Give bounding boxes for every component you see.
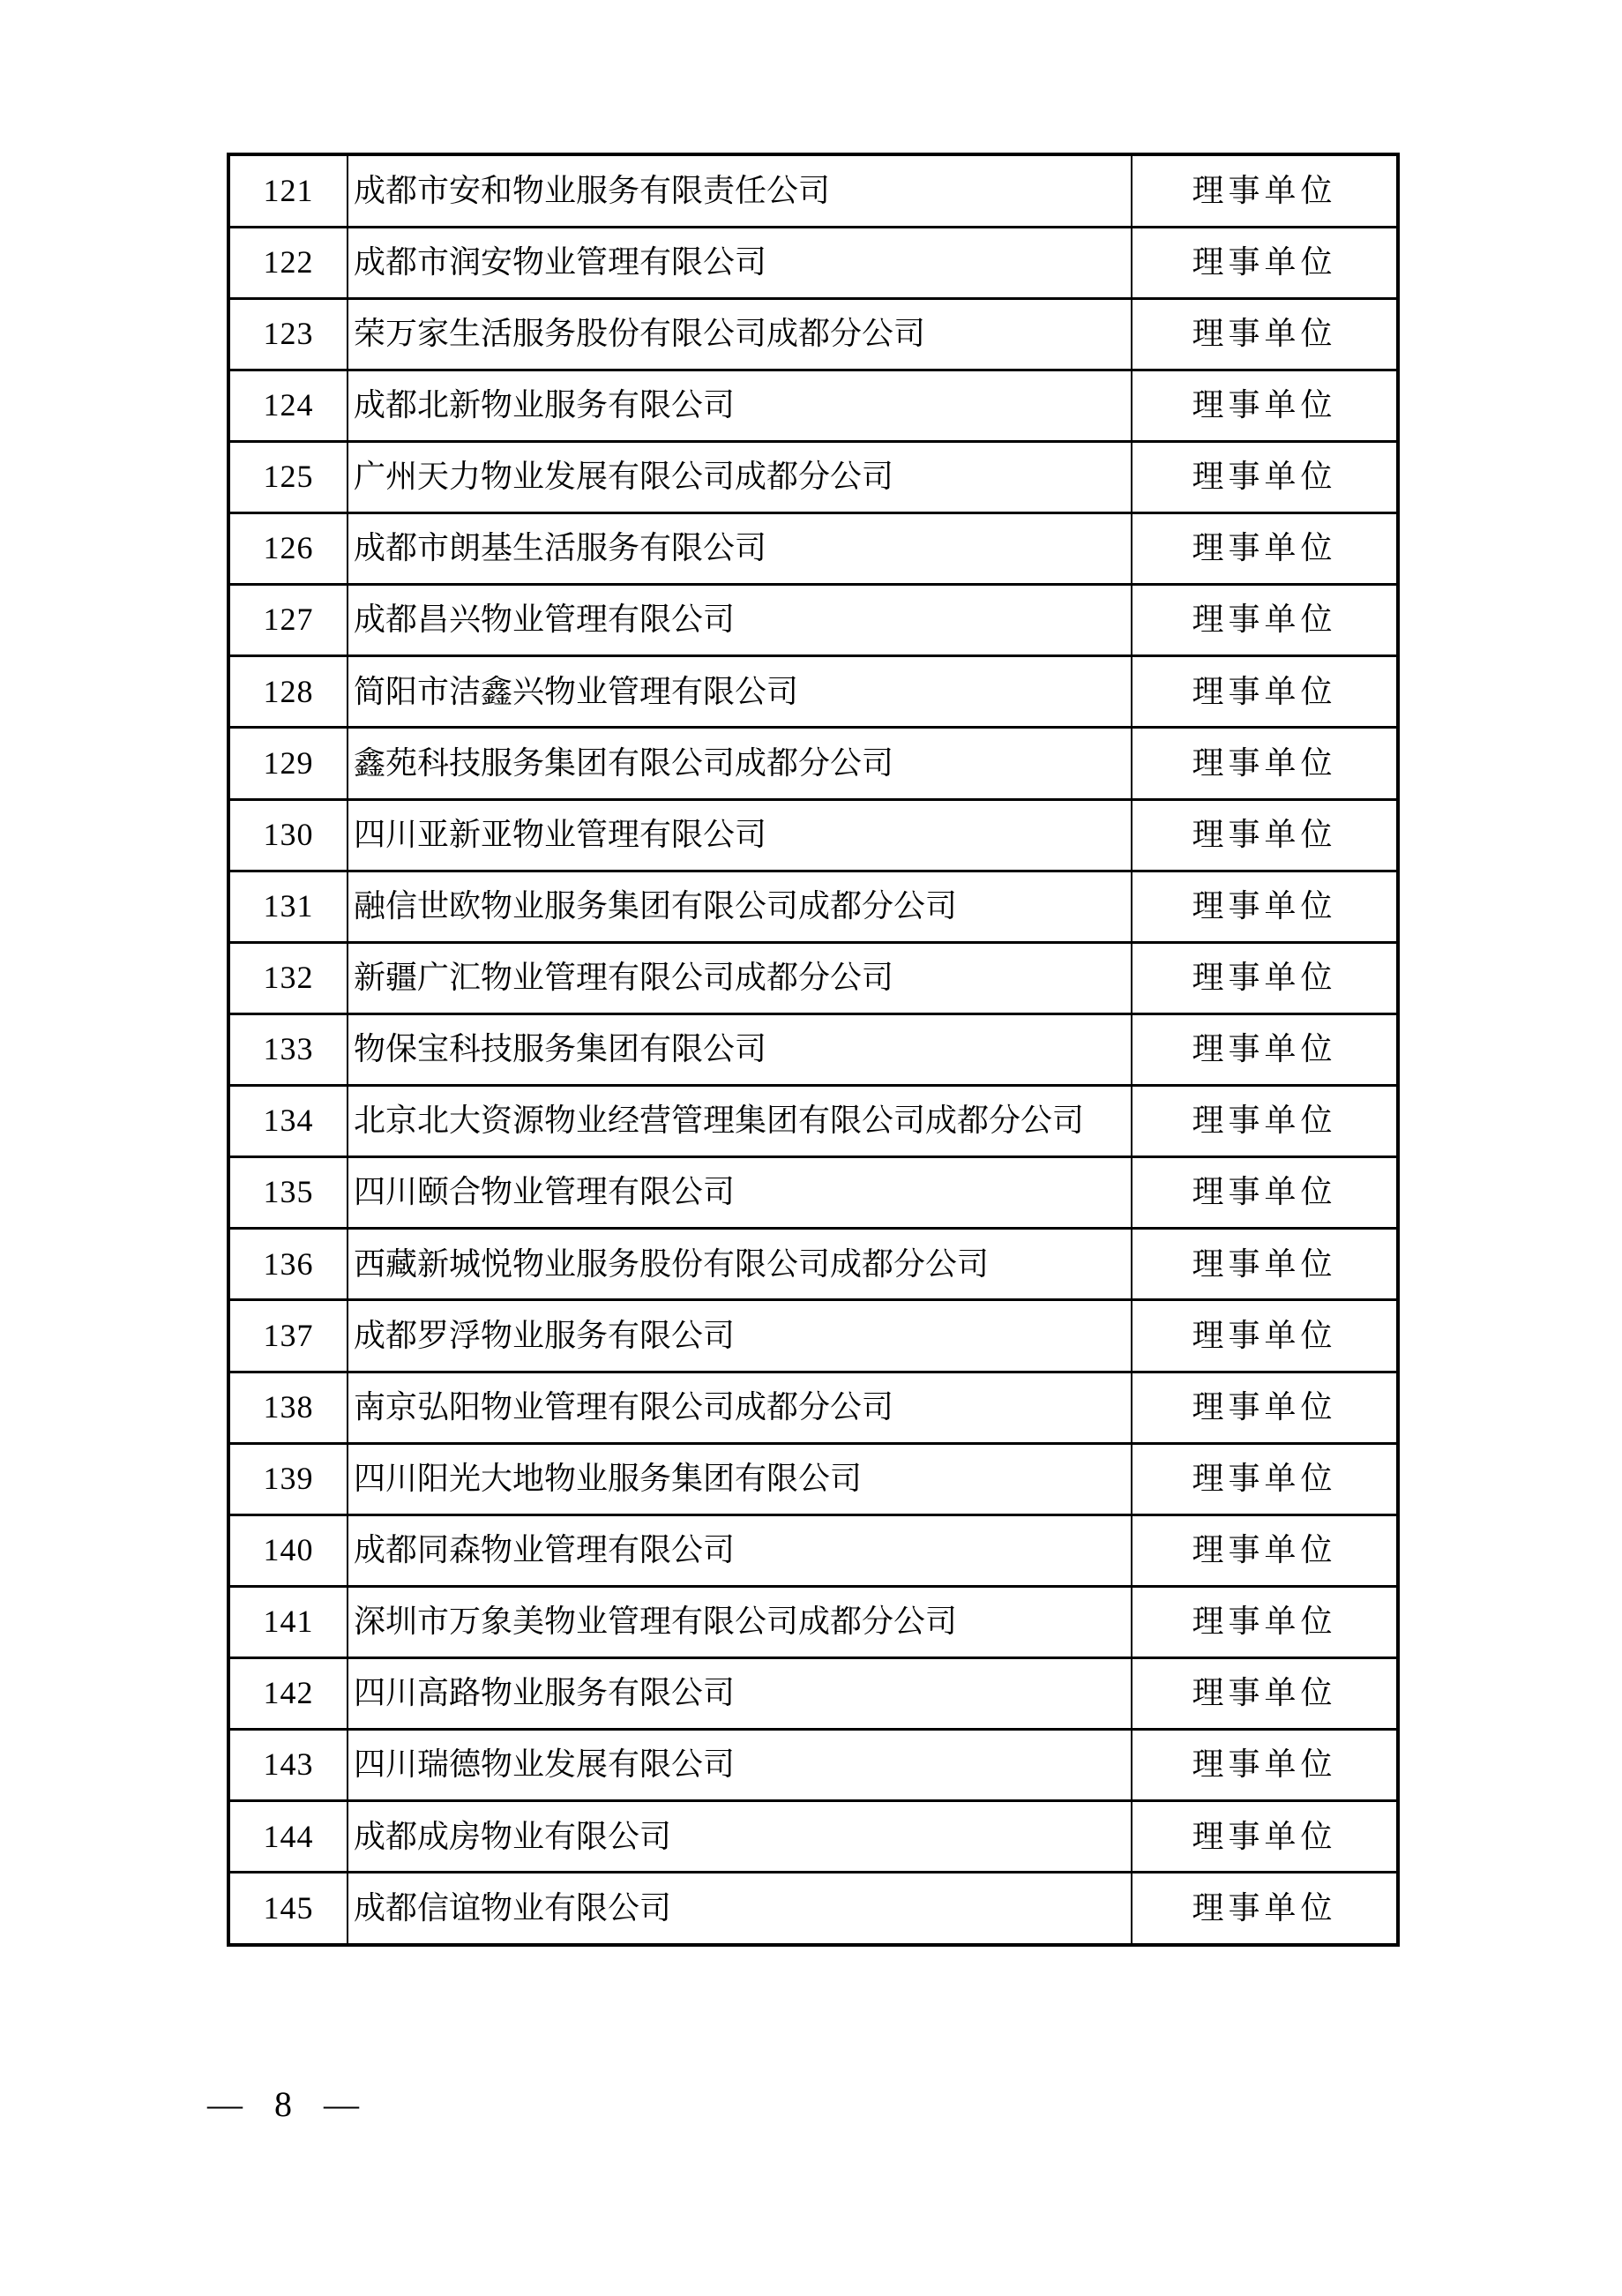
- table-row: [228, 799, 1398, 871]
- row-number: 124: [228, 370, 348, 441]
- row-number: 122: [228, 227, 348, 298]
- row-number: 125: [228, 441, 348, 512]
- row-number: 129: [228, 728, 348, 799]
- company-name: 广州天力物业发展有限公司成都分公司: [348, 441, 1132, 512]
- membership-type: 理事单位: [1132, 1658, 1398, 1730]
- table-row: [228, 1300, 1398, 1372]
- membership-type: 理事单位: [1132, 227, 1398, 298]
- row-number: 144: [228, 1801, 348, 1873]
- row-number: 132: [228, 942, 348, 1013]
- membership-type: 理事单位: [1132, 154, 1398, 227]
- company-name: 四川颐合物业管理有限公司: [348, 1157, 1132, 1229]
- table-row: [228, 298, 1398, 370]
- membership-type: 理事单位: [1132, 1873, 1398, 1945]
- table-row: [228, 728, 1398, 799]
- membership-type: 理事单位: [1132, 370, 1398, 441]
- membership-type: 理事单位: [1132, 656, 1398, 728]
- membership-type: 理事单位: [1132, 728, 1398, 799]
- row-number: 127: [228, 585, 348, 656]
- table-row: [228, 1372, 1398, 1443]
- table-row: [228, 942, 1398, 1013]
- table-row: [228, 1801, 1398, 1873]
- company-name: 成都北新物业服务有限公司: [348, 370, 1132, 441]
- company-name: 西藏新城悦物业服务股份有限公司成都分公司: [348, 1229, 1132, 1300]
- row-number: 145: [228, 1873, 348, 1945]
- company-name: 成都市润安物业管理有限公司: [348, 227, 1132, 298]
- company-name: 物保宝科技服务集团有限公司: [348, 1013, 1132, 1085]
- member-table: [227, 153, 1400, 1947]
- company-name: 深圳市万象美物业管理有限公司成都分公司: [348, 1586, 1132, 1657]
- table-row: [228, 227, 1398, 298]
- company-name: 成都市朗基生活服务有限公司: [348, 513, 1132, 585]
- company-name: 北京北大资源物业经营管理集团有限公司成都分公司: [348, 1086, 1132, 1157]
- row-number: 128: [228, 656, 348, 728]
- membership-type: 理事单位: [1132, 1730, 1398, 1801]
- company-name: 成都信谊物业有限公司: [348, 1873, 1132, 1945]
- company-name: 简阳市洁鑫兴物业管理有限公司: [348, 656, 1132, 728]
- row-number: 136: [228, 1229, 348, 1300]
- table-row: [228, 1229, 1398, 1300]
- company-name: 融信世欧物业服务集团有限公司成都分公司: [348, 871, 1132, 942]
- company-name: 四川亚新亚物业管理有限公司: [348, 799, 1132, 871]
- membership-type: 理事单位: [1132, 871, 1398, 942]
- table-row: [228, 513, 1398, 585]
- company-name: 成都罗浮物业服务有限公司: [348, 1300, 1132, 1372]
- row-number: 141: [228, 1586, 348, 1657]
- row-number: 140: [228, 1514, 348, 1586]
- row-number: 121: [228, 154, 348, 227]
- table-row: [228, 1443, 1398, 1514]
- table-row: [228, 154, 1398, 227]
- membership-type: 理事单位: [1132, 1443, 1398, 1514]
- company-name: 成都成房物业有限公司: [348, 1801, 1132, 1873]
- table-row: [228, 441, 1398, 512]
- table-row: [228, 871, 1398, 942]
- table-row: [228, 1586, 1398, 1657]
- membership-type: 理事单位: [1132, 1801, 1398, 1873]
- row-number: 135: [228, 1157, 348, 1229]
- membership-type: 理事单位: [1132, 1372, 1398, 1443]
- table-row: [228, 370, 1398, 441]
- table-row: [228, 1730, 1398, 1801]
- row-number: 130: [228, 799, 348, 871]
- membership-type: 理事单位: [1132, 799, 1398, 871]
- row-number: 133: [228, 1013, 348, 1085]
- membership-type: 理事单位: [1132, 441, 1398, 512]
- company-name: 成都市安和物业服务有限责任公司: [348, 154, 1132, 227]
- membership-type: 理事单位: [1132, 1514, 1398, 1586]
- membership-type: 理事单位: [1132, 585, 1398, 656]
- membership-type: 理事单位: [1132, 298, 1398, 370]
- table-row: [228, 585, 1398, 656]
- table-row: [228, 1514, 1398, 1586]
- row-number: 143: [228, 1730, 348, 1801]
- company-name: 南京弘阳物业管理有限公司成都分公司: [348, 1372, 1132, 1443]
- company-name: 四川阳光大地物业服务集团有限公司: [348, 1443, 1132, 1514]
- membership-type: 理事单位: [1132, 942, 1398, 1013]
- row-number: 123: [228, 298, 348, 370]
- company-name: 成都同森物业管理有限公司: [348, 1514, 1132, 1586]
- membership-type: 理事单位: [1132, 1586, 1398, 1657]
- row-number: 137: [228, 1300, 348, 1372]
- table-row: [228, 656, 1398, 728]
- row-number: 139: [228, 1443, 348, 1514]
- page-number: — 8 —: [207, 2084, 364, 2124]
- table-row: [228, 1013, 1398, 1085]
- membership-type: 理事单位: [1132, 1013, 1398, 1085]
- membership-type: 理事单位: [1132, 1157, 1398, 1229]
- company-name: 成都昌兴物业管理有限公司: [348, 585, 1132, 656]
- member-table-body: [228, 154, 1398, 1945]
- table-row: [228, 1658, 1398, 1730]
- row-number: 134: [228, 1086, 348, 1157]
- row-number: 126: [228, 513, 348, 585]
- company-name: 四川高路物业服务有限公司: [348, 1658, 1132, 1730]
- row-number: 142: [228, 1658, 348, 1730]
- company-name: 新疆广汇物业管理有限公司成都分公司: [348, 942, 1132, 1013]
- company-name: 荣万家生活服务股份有限公司成都分公司: [348, 298, 1132, 370]
- membership-type: 理事单位: [1132, 513, 1398, 585]
- row-number: 131: [228, 871, 348, 942]
- table-row: [228, 1873, 1398, 1945]
- row-number: 138: [228, 1372, 348, 1443]
- table-row: [228, 1086, 1398, 1157]
- company-name: 鑫苑科技服务集团有限公司成都分公司: [348, 728, 1132, 799]
- table-row: [228, 1157, 1398, 1229]
- membership-type: 理事单位: [1132, 1229, 1398, 1300]
- company-name: 四川瑞德物业发展有限公司: [348, 1730, 1132, 1801]
- membership-type: 理事单位: [1132, 1300, 1398, 1372]
- membership-type: 理事单位: [1132, 1086, 1398, 1157]
